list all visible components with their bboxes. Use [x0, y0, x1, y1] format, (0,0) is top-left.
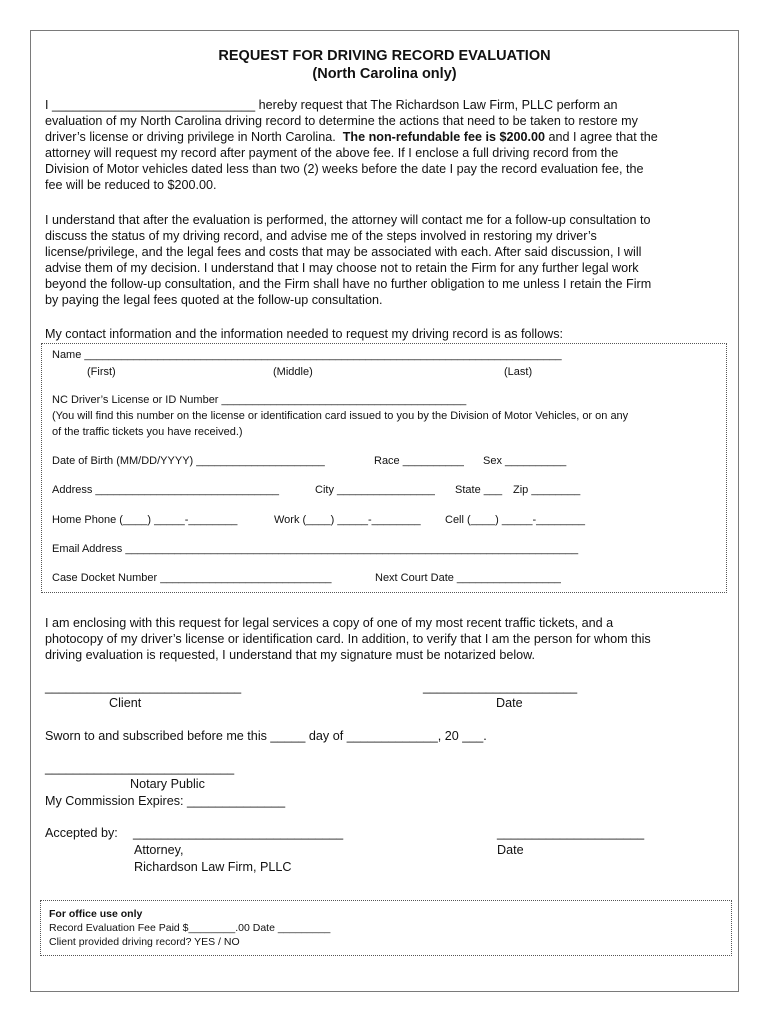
cell-phone-field[interactable]: Cell (____) _____-________: [445, 514, 586, 526]
paragraph-line: I am enclosing with this request for legal services a copy of one of my most recent traffic tickets, and a: [45, 616, 614, 630]
sworn-statement: Sworn to and subscribed before me this _____ day of _____________, 20 ___.: [45, 729, 487, 743]
paragraph-line: driving evaluation is requested, I understand that my signature must be notarized below.: [45, 648, 536, 663]
address-field[interactable]: Address ______________________________: [52, 484, 279, 496]
middle-name-label: (Middle): [273, 366, 313, 378]
accepted-date-line[interactable]: _____________________: [497, 826, 645, 840]
license-note: (You will find this number on the license or identification card issued to you by the Division of Motor Vehicles, or on any: [52, 410, 629, 422]
next-court-date-field[interactable]: Next Court Date _________________: [375, 572, 561, 584]
name-field[interactable]: Name ______________________________________________________________________________: [52, 349, 562, 361]
case-docket-field[interactable]: Case Docket Number ____________________________: [52, 572, 332, 584]
intro-line: evaluation of my North Carolina driving record to determine the actions that need to be taken to restore my: [45, 114, 638, 129]
intro-line: fee will be reduced to $200.00.: [45, 178, 217, 193]
accepted-by-label: Accepted by:: [45, 826, 118, 840]
intro-line: I _____________________________ hereby request that The Richardson Law Firm, PLLC perform an: [45, 98, 618, 112]
license-note: of the traffic tickets you have received.): [52, 426, 243, 438]
intro-text: driver’s license or driving privilege in North Carolina.: [45, 130, 343, 145]
fee-paid-field[interactable]: Record Evaluation Fee Paid $________.00 Date _________: [49, 922, 331, 934]
accepted-date-label: Date: [497, 843, 524, 857]
office-use-box: [40, 900, 732, 956]
email-field[interactable]: Email Address __________________________________________________________________________: [52, 543, 579, 555]
first-name-label: (First): [87, 366, 116, 378]
paragraph-line: discuss the status of my driving record, and advise me of the steps involved in restoring my driver’s: [45, 229, 597, 244]
paragraph-line: by paying the legal fees quoted at the follow-up consultation.: [45, 293, 383, 308]
home-phone-field[interactable]: Home Phone (____) _____-________: [52, 514, 238, 526]
document-page: [30, 30, 739, 992]
sex-field[interactable]: Sex __________: [483, 455, 567, 467]
client-signature-line[interactable]: ____________________________: [45, 680, 242, 694]
paragraph-line: advise them of my decision. I understand that I may choose not to retain the Firm for any further legal work: [45, 261, 639, 276]
intro-line: attorney will request my record after payment of the above fee. If I enclose a full driving record from the: [45, 146, 619, 161]
race-field[interactable]: Race __________: [374, 455, 464, 467]
notary-signature-line[interactable]: ___________________________: [45, 761, 235, 775]
notary-public-label: Notary Public: [130, 777, 205, 791]
intro-text: and I agree that the: [544, 130, 658, 145]
document-title: REQUEST FOR DRIVING RECORD EVALUATION: [218, 48, 551, 64]
work-phone-field[interactable]: Work (____) _____-________: [274, 514, 421, 526]
client-label: Client: [109, 696, 142, 710]
paragraph-line: license/privilege, and the legal fees and costs that may be associated with each. After said discussion, I will: [45, 245, 642, 260]
intro-line: Division of Motor vehicles dated less than two (2) weeks before the date I pay the record evaluation fee, the: [45, 162, 644, 177]
contact-info-box: [41, 343, 727, 593]
consultation-paragraph: [45, 212, 729, 309]
attorney-label: Attorney,: [134, 843, 184, 857]
intro-paragraph: [45, 97, 729, 194]
city-field[interactable]: City ________________: [315, 484, 435, 496]
paragraph-line: beyond the follow-up consultation, and the Firm shall have no further obligation to me unless I retain the Firm: [45, 277, 652, 292]
state-field[interactable]: State ___: [455, 484, 503, 496]
client-date-label: Date: [496, 696, 523, 710]
client-date-line[interactable]: ______________________: [423, 680, 578, 694]
zip-field[interactable]: Zip ________: [513, 484, 581, 496]
paragraph-line: photocopy of my driver’s license or identification card. In addition, to verify that I am the person for whom this: [45, 632, 651, 647]
date-of-birth-field[interactable]: Date of Birth (MM/DD/YYYY) _____________________: [52, 455, 325, 467]
commission-expires-field[interactable]: My Commission Expires: ______________: [45, 794, 286, 808]
enclosure-paragraph: [45, 615, 729, 663]
contact-intro: My contact information and the information needed to request my driving record is as follows:: [45, 327, 563, 341]
firm-label: Richardson Law Firm, PLLC: [134, 860, 292, 874]
paragraph-line: I understand that after the evaluation is performed, the attorney will contact me for a follow-up consultation to: [45, 213, 651, 227]
intro-line: [45, 129, 729, 145]
document-subtitle: (North Carolina only): [312, 66, 457, 82]
license-number-field[interactable]: NC Driver’s License or ID Number ________________________________________: [52, 394, 467, 406]
office-use-title: For office use only: [49, 908, 143, 920]
attorney-signature-line[interactable]: ______________________________: [133, 826, 344, 840]
last-name-label: (Last): [504, 366, 533, 378]
fee-statement: The non-refundable fee is $200.00: [342, 130, 545, 145]
driving-record-provided-field[interactable]: Client provided driving record? YES / NO: [49, 936, 240, 948]
